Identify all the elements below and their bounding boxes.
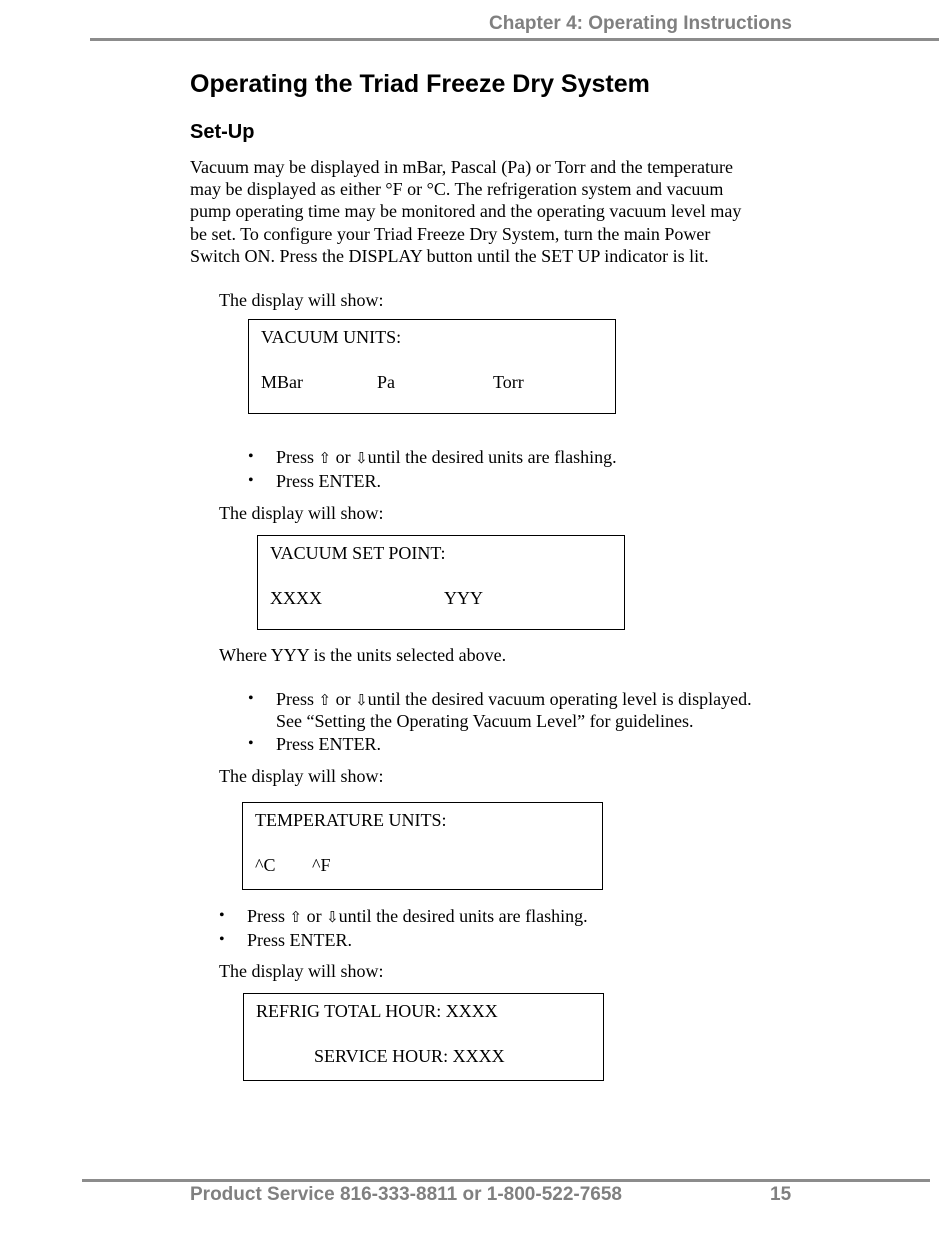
display-line: REFRIG TOTAL HOUR: XXXX xyxy=(256,1001,498,1021)
down-arrow-icon: ⇩ xyxy=(326,908,339,926)
display-line: VACUUM SET POINT: xyxy=(270,543,446,563)
bullet-text: Press ENTER. xyxy=(276,734,381,754)
bullet-icon: • xyxy=(219,931,225,948)
display-line: TEMPERATURE UNITS: xyxy=(255,810,447,830)
display-box-temperature-units xyxy=(242,802,603,890)
display-box-refrig-hours xyxy=(243,993,604,1081)
bullet-icon: • xyxy=(219,907,225,924)
intro-line: be set. To configure your Triad Freeze Dry System, turn the main Power xyxy=(190,223,711,244)
bullet-text: Press ⇧ or ⇩until the desired units are flashing. xyxy=(276,447,617,467)
bullet-icon: • xyxy=(248,690,254,707)
display-option-celsius: ^C xyxy=(255,855,276,875)
bullet-text: Press ⇧ or ⇩until the desired vacuum operating level is displayed. xyxy=(276,689,752,709)
down-arrow-icon: ⇩ xyxy=(355,449,368,467)
display-line: VACUUM UNITS: xyxy=(261,327,402,347)
intro-line: may be displayed as either °F or °C. The refrigeration system and vacuum xyxy=(190,179,724,200)
display-option-mbar: MBar xyxy=(261,372,303,392)
display-box-vacuum-set-point xyxy=(257,535,625,630)
up-arrow-icon: ⇧ xyxy=(318,449,332,467)
chapter-header: Chapter 4: Operating Instructions xyxy=(489,13,792,34)
intro-line: Switch ON. Press the DISPLAY button until the SET UP indicator is lit. xyxy=(190,245,709,266)
display-will-show-label: The display will show: xyxy=(219,503,384,523)
where-yyy-text: Where YYY is the units selected above. xyxy=(219,645,507,665)
bullet-text: Press ⇧ or ⇩until the desired units are flashing. xyxy=(247,906,588,926)
bullet-icon: • xyxy=(248,735,254,752)
intro-line: pump operating time may be monitored and the operating vacuum level may xyxy=(190,201,742,222)
section-heading: Set-Up xyxy=(190,121,255,143)
up-arrow-icon: ⇧ xyxy=(318,691,332,709)
bullet-text: Press ENTER. xyxy=(276,471,381,491)
footer-rule xyxy=(82,1179,930,1182)
bullet-icon: • xyxy=(248,472,254,489)
intro-paragraph xyxy=(190,156,810,267)
display-option-torr: Torr xyxy=(493,372,524,392)
page-title: Operating the Triad Freeze Dry System xyxy=(190,70,650,98)
display-line: SERVICE HOUR: XXXX xyxy=(314,1046,505,1066)
header-rule xyxy=(90,38,939,41)
up-arrow-icon: ⇧ xyxy=(289,908,303,926)
display-option-pa: Pa xyxy=(377,372,395,392)
display-option-fahrenheit: ^F xyxy=(312,855,331,875)
display-will-show-label: The display will show: xyxy=(219,766,384,786)
display-unit: YYY xyxy=(444,588,483,608)
bullet-text: Press ENTER. xyxy=(247,930,352,950)
bullet-continuation: See “Setting the Operating Vacuum Level” for guidelines. xyxy=(276,711,694,731)
intro-line: Vacuum may be displayed in mBar, Pascal (Pa) or Torr and the temperature xyxy=(190,157,734,177)
display-value: XXXX xyxy=(270,588,322,608)
page-number: 15 xyxy=(770,1184,792,1205)
down-arrow-icon: ⇩ xyxy=(355,691,368,709)
footer-service-contact: Product Service 816-333-8811 or 1-800-522-7658 xyxy=(190,1184,622,1205)
display-will-show-label: The display will show: xyxy=(219,961,384,981)
display-box-vacuum-units xyxy=(248,319,616,414)
bullet-icon: • xyxy=(248,448,254,465)
display-will-show-label: The display will show: xyxy=(219,290,384,310)
